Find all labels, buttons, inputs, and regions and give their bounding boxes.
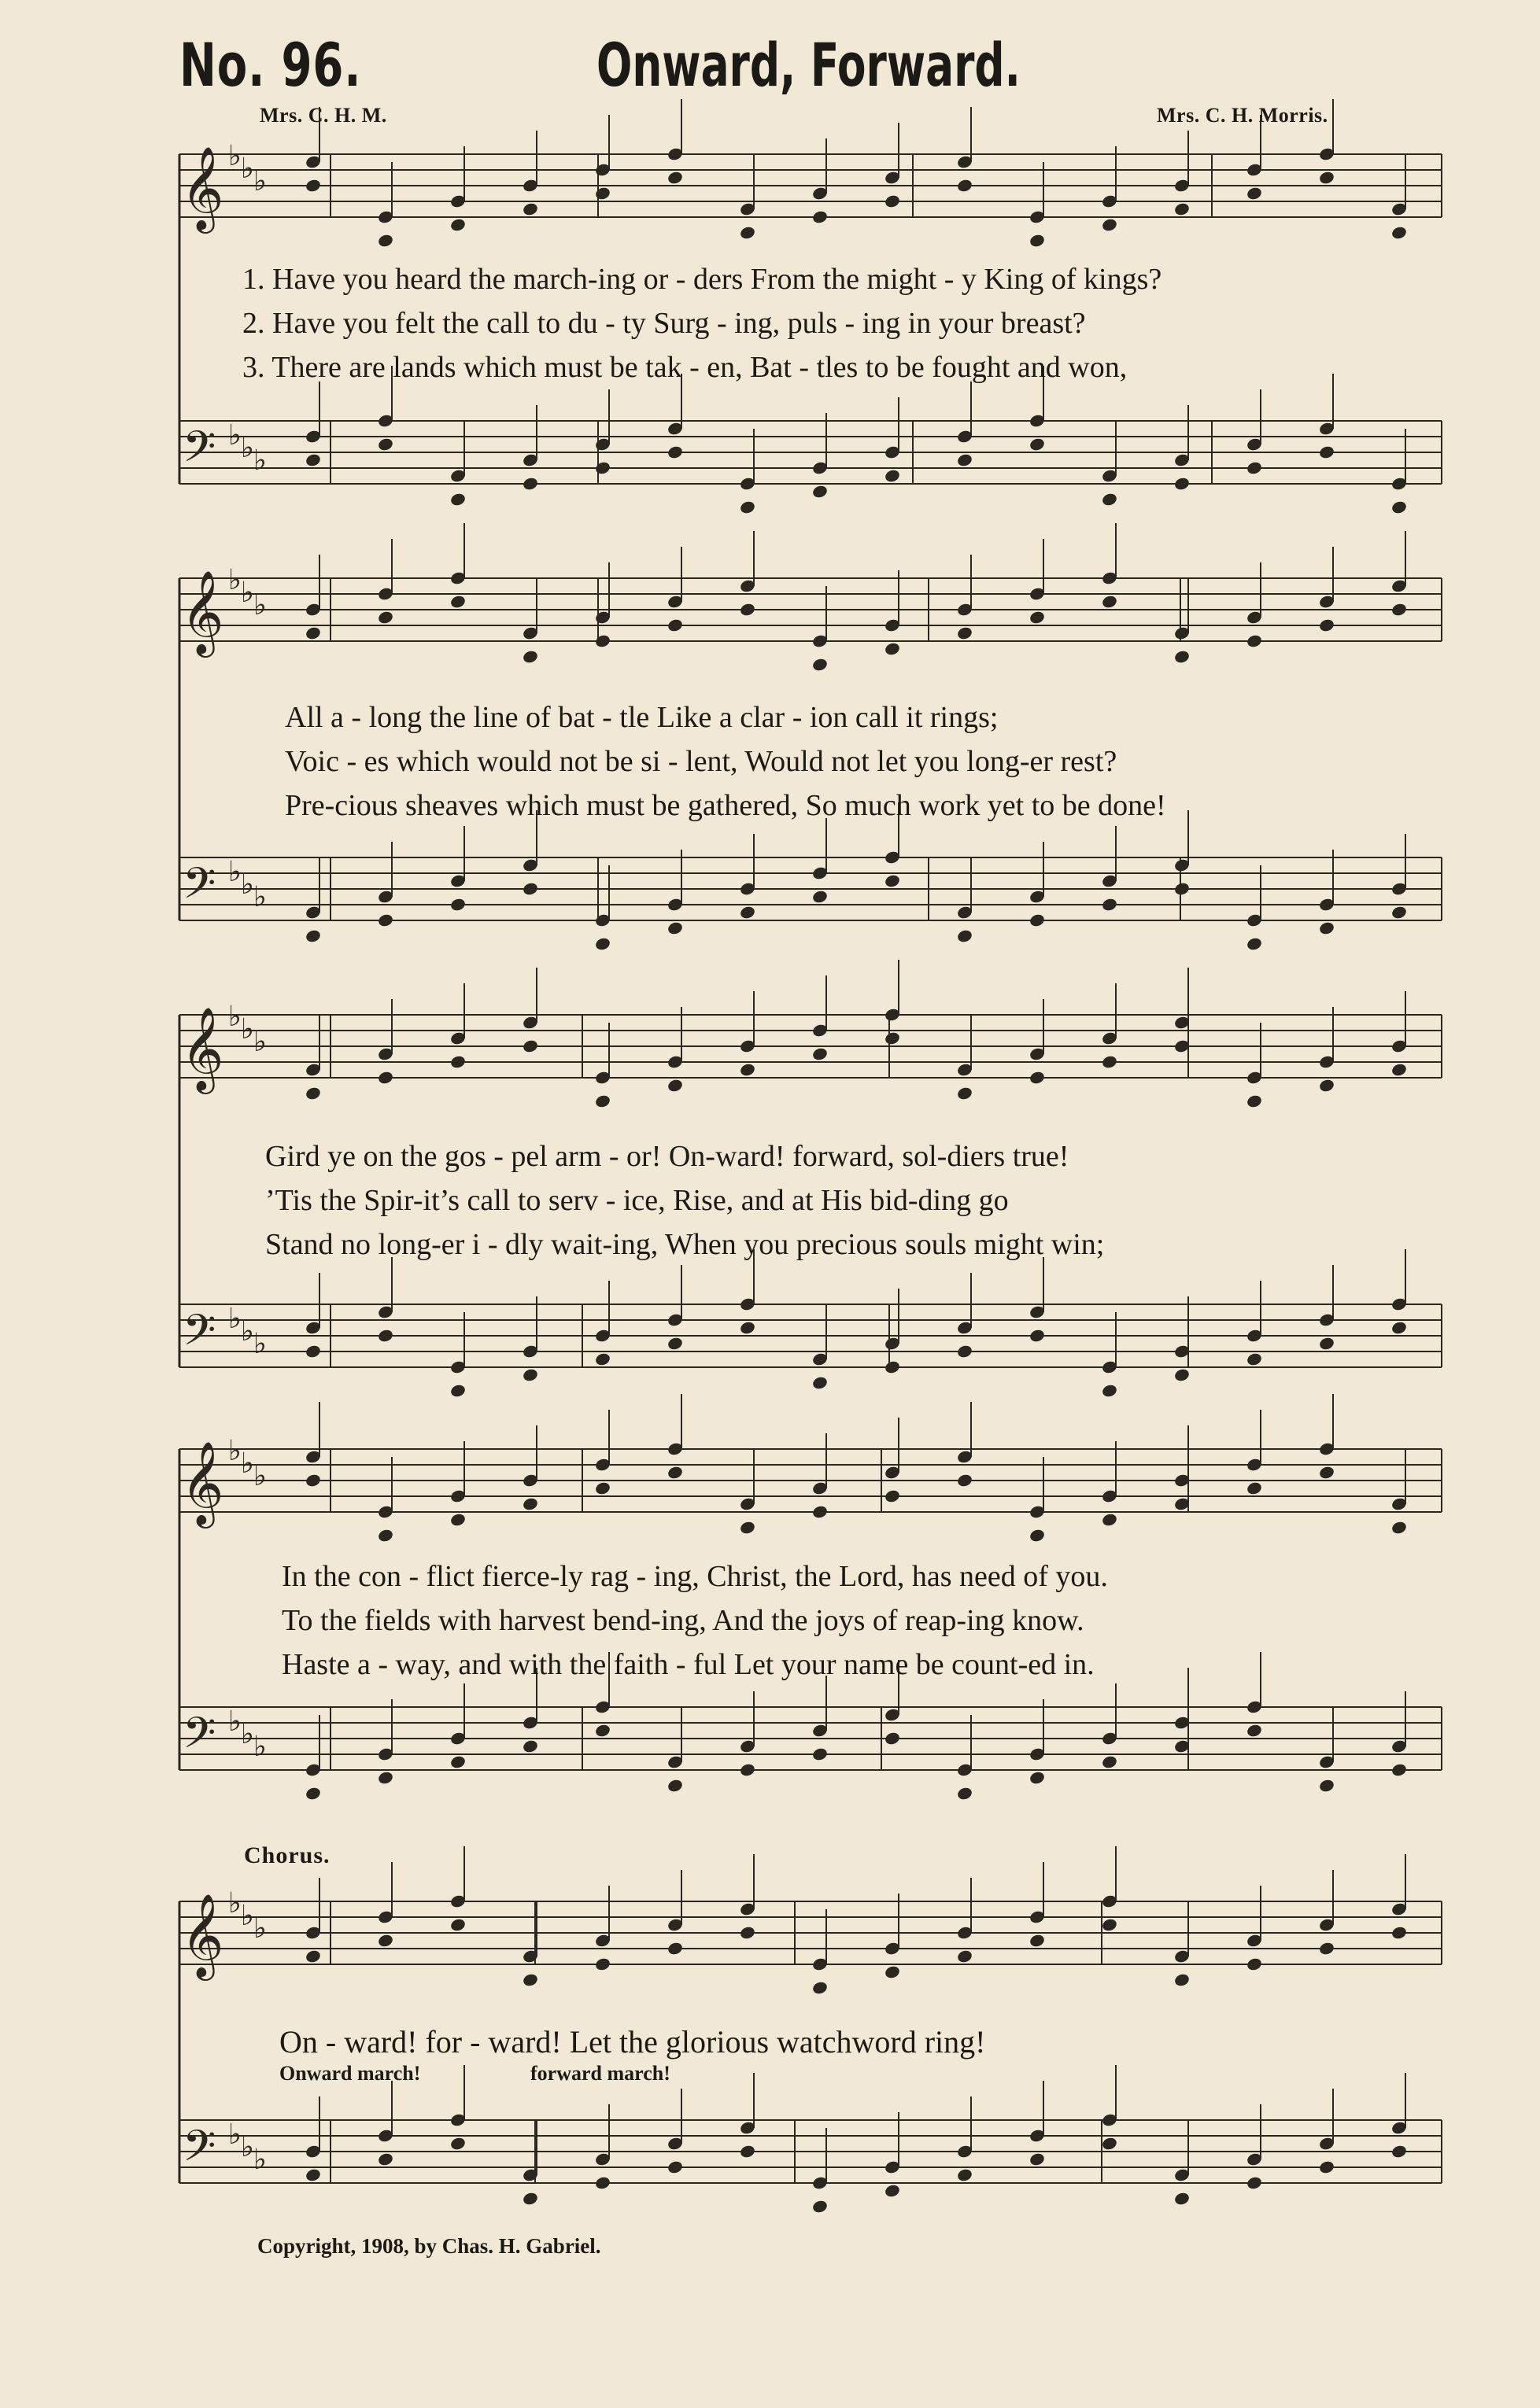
note-head — [1029, 1933, 1046, 1948]
note-head — [667, 1941, 684, 1956]
verse-line: Haste a - way, and with the faith - ful Let your name be count-ed in. — [282, 1648, 1095, 1681]
note-head — [884, 194, 901, 208]
treble-clef-icon: 𝄞 — [181, 1440, 224, 1525]
flat-icon: ♭ — [228, 140, 242, 172]
note-head — [594, 936, 611, 951]
note-head — [1029, 610, 1046, 625]
flat-icon: ♭ — [241, 153, 254, 185]
note-head — [956, 1086, 973, 1101]
verse-line: In the con - flict fierce-ly rag - ing, Christ, the Lord, has need of you. — [282, 1560, 1108, 1593]
flat-icon: ♭ — [253, 2144, 267, 2176]
flat-icon: ♭ — [253, 1460, 267, 1492]
note-head — [667, 1336, 684, 1351]
note-head — [811, 1980, 829, 1995]
flat-icon: ♭ — [241, 1900, 254, 1932]
flat-icon: ♭ — [241, 577, 254, 609]
note-head — [739, 1520, 756, 1535]
note-head — [1101, 594, 1118, 609]
note-head — [1101, 1754, 1118, 1769]
note-head — [594, 2175, 611, 2190]
chorus-text: On - ward! for - ward! Let the glorious watchword ring! — [279, 2024, 986, 2060]
copyright: Copyright, 1908, by Chas. H. Gabriel. — [257, 2234, 601, 2258]
bass-clef-icon: 𝄢 — [183, 1305, 216, 1366]
note-head — [1101, 1512, 1118, 1527]
note-head — [1101, 1054, 1118, 1069]
note-head — [305, 1086, 322, 1101]
note-head — [1318, 618, 1335, 632]
flat-icon: ♭ — [241, 432, 254, 464]
flat-icon: ♭ — [228, 1001, 242, 1033]
note-head — [594, 1352, 611, 1366]
flat-icon: ♭ — [228, 856, 242, 888]
note-head — [1246, 1956, 1263, 1971]
note-head — [884, 1731, 901, 1746]
note-head — [377, 913, 394, 927]
bass-clef-icon: 𝄢 — [183, 422, 216, 482]
flat-icon: ♭ — [253, 444, 267, 477]
bass-clef-icon: 𝄢 — [183, 2121, 216, 2181]
flat-icon: ♭ — [253, 1328, 267, 1360]
flat-icon: ♭ — [228, 1706, 242, 1738]
flat-icon: ♭ — [228, 419, 242, 452]
note-head — [522, 649, 539, 664]
note-head — [377, 1528, 394, 1543]
note-head — [1029, 233, 1046, 248]
note-head — [1029, 1770, 1046, 1785]
note-head — [449, 2136, 467, 2151]
treble-clef-icon: 𝄞 — [181, 146, 224, 230]
flat-icon: ♭ — [253, 589, 267, 621]
note-head — [305, 1949, 322, 1964]
note-head — [1101, 217, 1118, 232]
note-head — [1318, 920, 1335, 935]
note-head — [522, 881, 539, 896]
flat-icon: ♭ — [241, 2131, 254, 2163]
chorus-subtext-right: forward march! — [530, 2062, 670, 2085]
note-head — [1246, 1093, 1263, 1108]
note-head — [884, 2183, 901, 2198]
note-head — [956, 625, 973, 640]
music-credit: Mrs. C. H. Morris. — [1157, 104, 1328, 127]
note-head — [1246, 1481, 1263, 1495]
note-head — [449, 1054, 467, 1069]
note-head — [739, 225, 756, 240]
flat-icon: ♭ — [241, 1447, 254, 1480]
note-head — [449, 1917, 467, 1932]
note-head — [377, 437, 394, 452]
note-head — [305, 1344, 322, 1359]
note-head — [1246, 460, 1263, 475]
note-head — [305, 1473, 322, 1488]
note-head — [811, 1046, 829, 1061]
note-head — [1173, 201, 1191, 216]
note-head — [1029, 1528, 1046, 1543]
flat-icon: ♭ — [228, 2119, 242, 2151]
note-head — [594, 1956, 611, 1971]
note-head — [449, 1383, 467, 1398]
note-head — [594, 460, 611, 475]
treble-clef-icon: 𝄞 — [181, 570, 224, 654]
note-head — [594, 1481, 611, 1495]
note-head — [1246, 1723, 1263, 1738]
flat-icon: ♭ — [228, 1887, 242, 1919]
chorus-subtext-left: Onward march! — [279, 2062, 421, 2085]
note-head — [522, 1367, 539, 1382]
note-head — [522, 1038, 539, 1053]
note-head — [1246, 936, 1263, 951]
note-head — [522, 201, 539, 216]
flat-icon: ♭ — [253, 1731, 267, 1763]
note-head — [1101, 1383, 1118, 1398]
verse-line: All a - long the line of bat - tle Like a clar - ion call it rings; — [285, 701, 999, 734]
note-head — [1246, 186, 1263, 201]
note-head — [1173, 1972, 1191, 1987]
note-head — [1029, 1328, 1046, 1343]
note-head — [1390, 905, 1408, 920]
note-head — [1318, 1465, 1335, 1480]
flat-icon: ♭ — [228, 1303, 242, 1335]
note-head — [1246, 1352, 1263, 1366]
note-head — [594, 1093, 611, 1108]
note-head — [956, 1786, 973, 1801]
note-head — [449, 217, 467, 232]
treble-clef-icon: 𝄞 — [181, 1006, 224, 1090]
verse-line: ’Tis the Spir-it’s call to serv - ice, Rise, and at His bid-ding go — [265, 1184, 1009, 1217]
note-head — [522, 1496, 539, 1511]
note-head — [1390, 1520, 1408, 1535]
verse-line: Voic - es which would not be si - lent, Would not let you long-er rest? — [285, 745, 1117, 778]
note-head — [522, 1972, 539, 1987]
note-head — [884, 873, 901, 888]
flat-icon: ♭ — [241, 1013, 254, 1045]
hymn-title: Onward, Forward. — [596, 30, 1021, 100]
note-head — [739, 602, 756, 617]
note-head — [377, 1770, 394, 1785]
note-head — [377, 610, 394, 625]
note-head — [1029, 2152, 1046, 2166]
note-head — [305, 178, 322, 193]
note-head — [739, 1320, 756, 1335]
note-head — [1173, 476, 1191, 491]
verse-line: To the fields with harvest bend-ing, And the joys of reap-ing know. — [282, 1604, 1084, 1637]
note-head — [1173, 881, 1191, 896]
note-head — [1318, 1078, 1335, 1093]
note-head — [1318, 170, 1335, 185]
note-head — [594, 633, 611, 648]
note-head — [884, 468, 901, 483]
note-head — [305, 2167, 322, 2182]
note-head — [811, 1504, 829, 1519]
note-head — [1101, 2136, 1118, 2151]
note-head — [739, 500, 756, 514]
treble-clef-icon: 𝄞 — [181, 1893, 224, 1977]
note-head — [884, 1359, 901, 1374]
note-head — [377, 1070, 394, 1085]
note-head — [884, 1488, 901, 1503]
bass-clef-icon: 𝄢 — [183, 1708, 216, 1768]
note-head — [1029, 913, 1046, 927]
note-head — [1318, 2159, 1335, 2174]
note-head — [667, 170, 684, 185]
note-head — [1246, 2175, 1263, 2190]
note-head — [522, 1739, 539, 1753]
note-head — [1390, 1320, 1408, 1335]
note-head — [956, 928, 973, 943]
note-head — [449, 594, 467, 609]
note-head — [811, 484, 829, 499]
note-head — [956, 452, 973, 467]
note-head — [1318, 1778, 1335, 1793]
note-head — [1390, 225, 1408, 240]
chorus-label: Chorus. — [244, 1842, 331, 1868]
note-head — [956, 2167, 973, 2182]
flat-icon: ♭ — [228, 1435, 242, 1467]
note-head — [1029, 1070, 1046, 1085]
note-head — [667, 920, 684, 935]
note-head — [1101, 1917, 1118, 1932]
note-head — [1390, 500, 1408, 514]
verse-line: Stand no long-er i - dly wait-ing, When you precious souls might win; — [265, 1228, 1105, 1261]
flat-icon: ♭ — [253, 881, 267, 913]
verse-line: 2. Have you felt the call to du - ty Surg - ing, puls - ing in your breast? — [242, 307, 1086, 340]
note-head — [1390, 1925, 1408, 1940]
note-head — [1318, 444, 1335, 459]
note-head — [739, 1762, 756, 1777]
note-head — [667, 2159, 684, 2174]
flat-icon: ♭ — [241, 1315, 254, 1348]
flat-icon: ♭ — [253, 1912, 267, 1945]
note-head — [449, 897, 467, 912]
note-head — [377, 2152, 394, 2166]
note-head — [1029, 437, 1046, 452]
note-head — [667, 444, 684, 459]
note-head — [449, 1512, 467, 1527]
words-credit: Mrs. C. H. M. — [260, 104, 387, 127]
hymn-number: No. 96. — [179, 30, 362, 100]
note-head — [594, 1723, 611, 1738]
note-head — [811, 1746, 829, 1761]
note-head — [1173, 2191, 1191, 2206]
note-head — [667, 1465, 684, 1480]
note-head — [739, 1062, 756, 1077]
note-head — [1173, 1367, 1191, 1382]
note-head — [739, 1925, 756, 1940]
note-head — [811, 2199, 829, 2214]
verse-line: 1. Have you heard the march-ing or - ders From the might - y King of kings? — [242, 263, 1162, 296]
note-head — [956, 1344, 973, 1359]
note-head — [377, 1328, 394, 1343]
note-head — [1173, 649, 1191, 664]
note-head — [1101, 492, 1118, 507]
flat-icon: ♭ — [228, 564, 242, 596]
note-head — [377, 1933, 394, 1948]
note-head — [1246, 633, 1263, 648]
flat-icon: ♭ — [253, 165, 267, 197]
verse-line: 3. There are lands which must be tak - en, Bat - tles to be fought and won, — [242, 351, 1128, 384]
note-head — [811, 209, 829, 224]
note-head — [811, 657, 829, 672]
note-head — [811, 1375, 829, 1390]
note-head — [884, 641, 901, 656]
note-head — [305, 928, 322, 943]
note-head — [1390, 602, 1408, 617]
note-head — [884, 1031, 901, 1045]
flat-icon: ♭ — [253, 1026, 267, 1058]
note-head — [1101, 897, 1118, 912]
note-head — [522, 476, 539, 491]
note-head — [594, 186, 611, 201]
note-head — [956, 178, 973, 193]
flat-icon: ♭ — [241, 1718, 254, 1750]
note-head — [739, 2144, 756, 2159]
note-head — [739, 905, 756, 920]
note-head — [522, 2191, 539, 2206]
flat-icon: ♭ — [241, 868, 254, 901]
bass-clef-icon: 𝄢 — [183, 858, 216, 919]
note-head — [956, 1473, 973, 1488]
note-head — [1390, 1062, 1408, 1077]
note-head — [305, 625, 322, 640]
note-head — [377, 233, 394, 248]
note-head — [1390, 1762, 1408, 1777]
note-head — [811, 889, 829, 904]
note-head — [1390, 2144, 1408, 2159]
note-head — [1318, 1941, 1335, 1956]
note-head — [1318, 1336, 1335, 1351]
verse-line: Gird ye on the gos - pel arm - or! On-ward! forward, sol-diers true! — [265, 1140, 1069, 1173]
verse-line: Pre-cious sheaves which must be gathered, So much work yet to be done! — [285, 789, 1166, 822]
note-head — [449, 1754, 467, 1769]
note-head — [667, 618, 684, 632]
note-head — [956, 1949, 973, 1964]
note-head — [667, 1778, 684, 1793]
note-head — [884, 1964, 901, 1979]
note-head — [449, 492, 467, 507]
note-head — [305, 1786, 322, 1801]
note-head — [305, 452, 322, 467]
note-head — [667, 1078, 684, 1093]
